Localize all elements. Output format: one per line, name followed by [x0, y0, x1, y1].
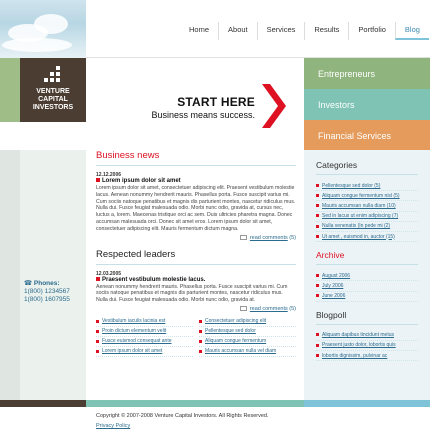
- news-read-comments[interactable]: read comments (5): [96, 235, 296, 241]
- category-item[interactable]: Mauris accumsan nulla diam (10): [316, 201, 418, 211]
- archive-title: Archive: [316, 250, 418, 265]
- nav-home[interactable]: Home: [189, 25, 210, 34]
- nav-results[interactable]: Results: [304, 22, 348, 40]
- categories-title: Categories: [316, 160, 418, 175]
- blogroll-item[interactable]: Aliquam dapibus tincidunt metus: [316, 331, 418, 341]
- category-item[interactable]: Aliquam congue fermentum nisl (5): [316, 191, 418, 201]
- comment-icon: [240, 235, 247, 240]
- archive-item[interactable]: July 2006: [316, 281, 418, 291]
- category-item[interactable]: Sed in lacus ut enim adipiscing (7): [316, 212, 418, 222]
- list-item[interactable]: Aliquam congue fermentum: [199, 337, 296, 347]
- phone-number: 1(800) 1234567: [24, 288, 70, 295]
- right-sidebar: [304, 150, 430, 400]
- nav-about[interactable]: About: [218, 22, 257, 40]
- logo[interactable]: [20, 58, 86, 122]
- list-item[interactable]: Proin dictum elementum velit: [96, 327, 193, 337]
- phone-icon: ☎: [24, 280, 34, 287]
- category-item[interactable]: Nulla venenatis (In pede mi (2): [316, 222, 418, 232]
- comment-icon: [240, 306, 247, 311]
- category-item[interactable]: Ut amet , euismod in, auctor (15): [316, 232, 418, 242]
- leaders-body: Aenean nonummy hendrerit mauris. Phasellus porta. Fusce suscipit varius mi. Cum sociis natoque penatibus et magnis dis parturient montes, nascetur ridiculus mus. Nulla dui. Fusce feugiat malesuada odio. Morbi nunc odio, gravida at.: [96, 283, 288, 304]
- list-item[interactable]: Mauris accumsan nulla vel diam: [199, 347, 296, 357]
- list-item[interactable]: Lorem ipsum dolor sit amet: [96, 347, 193, 357]
- phones-label: Phones:: [33, 280, 60, 287]
- business-news-title: Business news: [96, 150, 296, 166]
- financial-services-button[interactable]: Financial Services: [304, 120, 430, 151]
- left-accent-bar: [0, 58, 20, 122]
- leaders-headline[interactable]: Praesent vestibulum molestie lacus.: [96, 277, 296, 283]
- chevron-right-icon: [262, 84, 286, 128]
- bullet-icon: [96, 277, 100, 281]
- blogroll-title: Blogpoll: [316, 310, 418, 325]
- archive-item[interactable]: August 2006: [316, 271, 418, 281]
- archive-item[interactable]: June 2006: [316, 292, 418, 302]
- phones-block: [24, 280, 70, 304]
- main-content: [96, 150, 296, 357]
- footer-bar: [0, 400, 430, 407]
- leaders-read-comments[interactable]: read comments (5): [96, 306, 296, 312]
- logo-icon: [44, 66, 60, 82]
- brand-name: VENTURE CAPITAL INVESTORS: [32, 88, 74, 111]
- respected-leaders-title: Respected leaders: [96, 249, 296, 265]
- category-item[interactable]: Pellentesque sed dolor (5): [316, 181, 418, 191]
- news-body: Lorem ipsum dolor sit amet, consectetuer adipiscing elit. Praesent vestibulum molestie lacus. Aenean nonummy hendrerit mauris. Phasellus porta. Fusce suscipit varius mi. Cum sociis natoque penatibus et magnis dis parturient montes, nascetur ridiculus mus. Nulla dui. Fusce feugiat malesuada odio. Morbi nunc odio, gravida at, cursus nec, luctus a, lorem. Maecenas tristique orci ac sem. Duis ultricies pharetra magna. Donec accumsan malesuada orci. Donec sit amet eros. Lorem ipsum dolor sit amet, consectetuer adipiscing elit. Mauris fermentum dictum magna.: [96, 185, 296, 232]
- news-headline[interactable]: Lorem ipsum dolor sit amet: [96, 178, 296, 184]
- blogroll-item[interactable]: Praesent justo dolor, lobortis quis: [316, 341, 418, 351]
- leaders-links: [96, 317, 296, 357]
- main-nav: [180, 22, 422, 40]
- hero-subline: Business means success.: [151, 110, 255, 120]
- privacy-policy-link[interactable]: Privacy Policy: [96, 423, 131, 429]
- phone-number: 1(800) 1607955: [24, 296, 70, 303]
- leaders-date: 12.03.2005: [96, 270, 122, 277]
- list-item[interactable]: Pellentesque sed dolor: [199, 327, 296, 337]
- nav-blog[interactable]: Blog: [395, 22, 429, 40]
- investors-button[interactable]: Investors: [304, 89, 430, 120]
- list-item[interactable]: Consectetuer adipiscing elit: [199, 317, 296, 327]
- copyright: Copyright © 2007-2008 Venture Capital Investors. All Rights Reserved.: [96, 413, 269, 419]
- news-date: 12.12.2006: [96, 172, 122, 178]
- hero: [100, 95, 255, 120]
- blogroll-item[interactable]: lobortis dignissim, pulvinar ac: [316, 351, 418, 361]
- list-item[interactable]: Fusce euismod consequat ante: [96, 337, 193, 347]
- side-buttons: [304, 58, 430, 151]
- header-sky-image: [0, 0, 86, 58]
- nav-portfolio[interactable]: Portfolio: [348, 22, 395, 40]
- bullet-icon: [96, 178, 100, 182]
- entrepreneurs-button[interactable]: Entrepreneurs: [304, 58, 430, 89]
- left-column: [0, 150, 86, 400]
- list-item[interactable]: Vestibulum iaculis lacinia est: [96, 317, 193, 327]
- nav-services[interactable]: Services: [257, 22, 305, 40]
- hero-headline: START HERE: [177, 95, 255, 109]
